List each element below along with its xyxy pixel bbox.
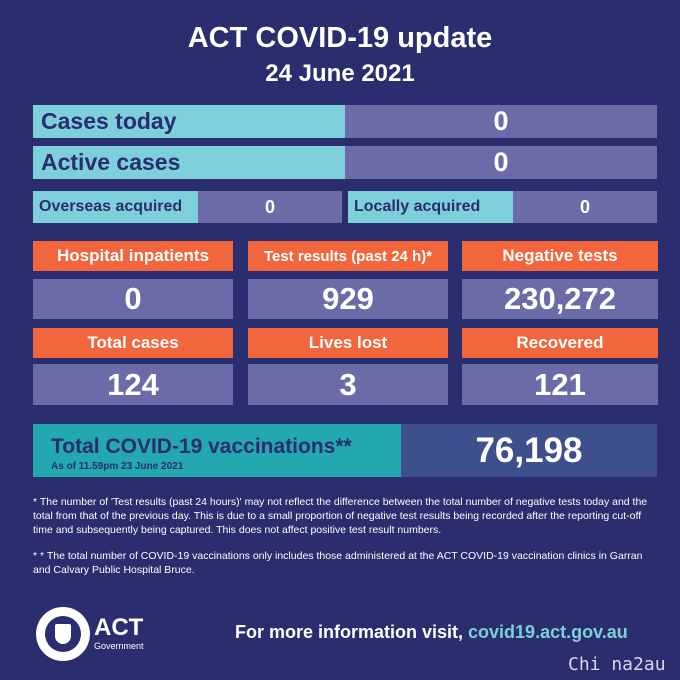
page-title: ACT COVID-19 update: [187, 22, 493, 54]
hospital-value: 0: [33, 279, 233, 319]
act-logo-subtext: Government: [94, 641, 144, 651]
cases-today-label: Cases today: [33, 105, 345, 138]
overseas-value: 0: [198, 191, 342, 223]
page-date: 24 June 2021: [265, 60, 415, 87]
act-crest-icon: [36, 607, 90, 661]
local-row: [348, 191, 657, 223]
tests-header: Test results (past 24 h)*: [248, 241, 448, 271]
vaccinations-label: Total COVID-19 vaccinations**: [51, 435, 352, 458]
overseas-label: Overseas acquired: [33, 191, 198, 223]
more-info-text: For more information visit,: [235, 622, 469, 642]
tests-value: 929: [248, 279, 448, 319]
recovered-header: Recovered: [462, 328, 658, 358]
lives-lost-value: 3: [248, 364, 448, 405]
local-label: Locally acquired: [348, 191, 513, 223]
more-info-url[interactable]: covid19.act.gov.au: [468, 622, 628, 642]
negative-header: Negative tests: [462, 241, 658, 271]
total-cases-value: 124: [33, 364, 233, 405]
negative-value: 230,272: [462, 279, 658, 319]
vaccinations-value: 76,198: [401, 424, 657, 477]
watermark: Chi na2au: [568, 654, 666, 675]
footnote-vaccinations: * * The total number of COVID-19 vaccinations only includes those administered at the ACT COVID-19 vaccination clinics in Garran and Calvary Public Hospital Bruce.: [33, 550, 643, 576]
lives-lost-header: Lives lost: [248, 328, 448, 358]
more-info: [235, 622, 628, 643]
cases-today-row: [33, 105, 657, 138]
local-value: 0: [513, 191, 657, 223]
recovered-value: 121: [462, 364, 658, 405]
active-cases-value: 0: [345, 146, 657, 179]
hospital-header: Hospital inpatients: [33, 241, 233, 271]
footnote-tests: * The number of 'Test results (past 24 hours)' may not reflect the difference between the total number of negative tests today and the total from that of the previous day. This is due to a small proportion of negative test results being recorded after the reporting cut-off time and subsequently being captured. This does not affect positive test result numbers.: [33, 496, 648, 536]
total-cases-header: Total cases: [33, 328, 233, 358]
active-cases-label: Active cases: [33, 146, 345, 179]
vaccinations-asof: As of 11.59pm 23 June 2021: [51, 461, 184, 472]
vaccinations-label-box: [33, 424, 401, 477]
active-cases-row: [33, 146, 657, 179]
cases-today-value: 0: [345, 105, 657, 138]
overseas-row: [33, 191, 342, 223]
act-logo-text: ACT: [94, 614, 144, 641]
